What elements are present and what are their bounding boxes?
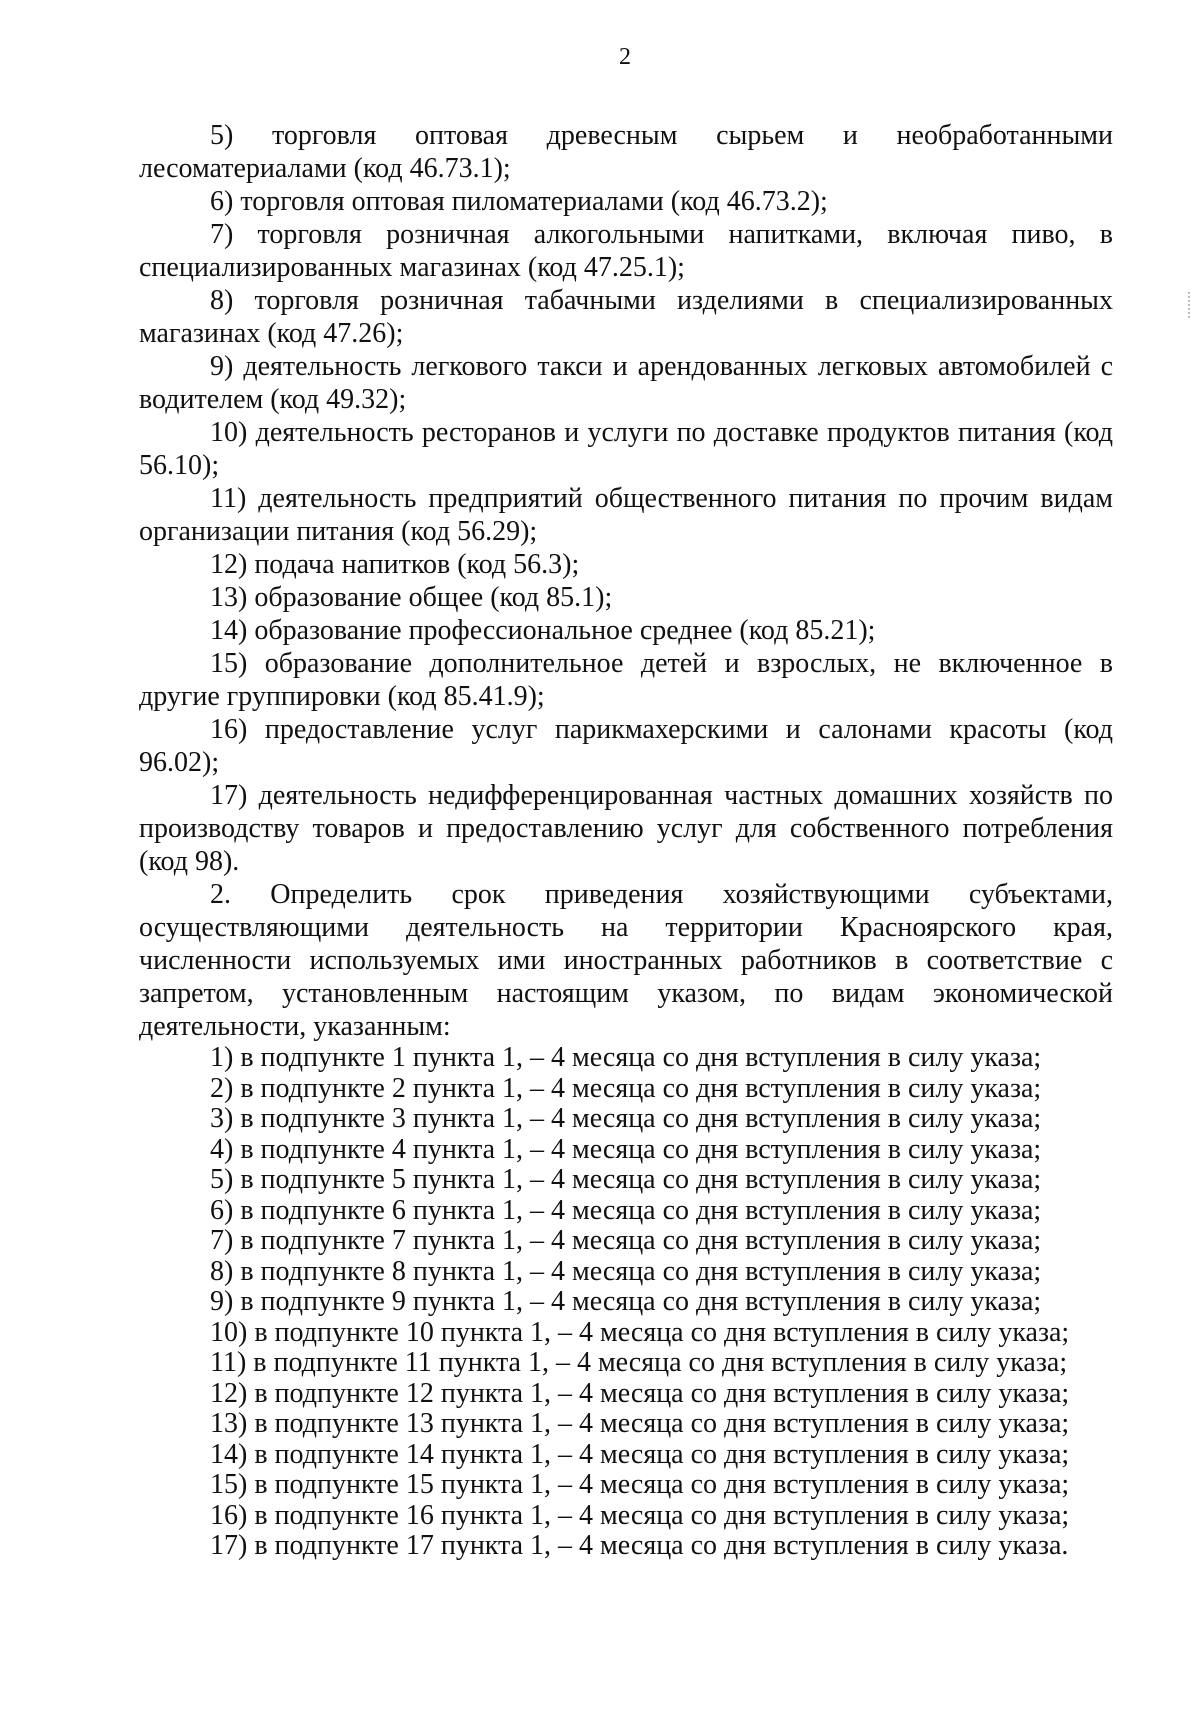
term-item-4: 4) в подпункте 4 пункта 1, – 4 месяца со дня вступления в силу указа; — [210, 1133, 1042, 1165]
document-body — [139, 119, 1113, 1562]
term-item-16: 16) в подпункте 16 пункта 1, – 4 месяца со дня вступления в силу указа; — [210, 1499, 1070, 1531]
list-item-8: 8) торговля розничная табачными изделиями в специализированных магазинах (код 47.26); — [139, 285, 1113, 349]
term-item-14: 14) в подпункте 14 пункта 1, – 4 месяца со дня вступления в силу указа; — [210, 1438, 1070, 1470]
term-item-6: 6) в подпункте 6 пункта 1, – 4 месяца со дня вступления в силу указа; — [210, 1194, 1042, 1226]
list-item-14: 14) образование профессиональное среднее (код 85.21); — [210, 615, 876, 646]
list-item-17: 17) деятельность недифференцированная частных домашних хозяйств по производству товаров и предоставлению услуг для собственного потребления (код 98). — [139, 780, 1113, 877]
list-item-12: 12) подача напитков (код 56.3); — [210, 549, 580, 580]
term-item-10: 10) в подпункте 10 пункта 1, – 4 месяца со дня вступления в силу указа; — [210, 1316, 1070, 1348]
scan-artifact — [1188, 292, 1190, 318]
list-item-5: 5) торговля оптовая древесным сырьем и необработанными лесоматериалами (код 46.73.1); — [139, 120, 1113, 184]
list-item-13: 13) образование общее (код 85.1); — [210, 582, 613, 613]
list-item-16: 16) предоставление услуг парикмахерскими и салонами красоты (код 96.02); — [139, 714, 1113, 778]
term-item-17: 17) в подпункте 17 пункта 1, – 4 месяца со дня вступления в силу указа. — [210, 1530, 1069, 1561]
term-item-15: 15) в подпункте 15 пункта 1, – 4 месяца со дня вступления в силу указа; — [210, 1469, 1070, 1500]
list-item-6: 6) торговля оптовая пиломатериалами (код 46.73.2); — [210, 186, 828, 217]
term-item-12: 12) в подпункте 12 пункта 1, – 4 месяца со дня вступления в силу указа; — [210, 1377, 1070, 1409]
term-item-3: 3) в подпункте 3 пункта 1, – 4 месяца со дня вступления в силу указа; — [210, 1103, 1042, 1134]
term-item-8: 8) в подпункте 8 пункта 1, – 4 месяца со дня вступления в силу указа; — [210, 1255, 1042, 1287]
list-item-15: 15) образование дополнительное детей и взрослых, не включенное в другие группировки (код 85.41.9); — [139, 648, 1113, 712]
term-item-7: 7) в подпункте 7 пункта 1, – 4 месяца со дня вступления в силу указа; — [210, 1225, 1042, 1256]
section-2-paragraph: 2. Определить срок приведения хозяйствующими субъектами, осуществляющими деятельность на территории Красноярского края, численности используемых ими иностранных работников в соответствие с запретом, установленным настоящим указом, по видам экономической деятельности, указанным: — [139, 879, 1113, 1042]
list-item-11: 11) деятельность предприятий общественного питания по прочим видам организации питания (код 56.29); — [139, 483, 1113, 547]
term-item-13: 13) в подпункте 13 пункта 1, – 4 месяца со дня вступления в силу указа; — [210, 1408, 1070, 1439]
page-number: 2 — [619, 44, 631, 70]
term-item-2: 2) в подпункте 2 пункта 1, – 4 месяца со дня вступления в силу указа; — [210, 1072, 1042, 1104]
term-item-9: 9) в подпункте 9 пункта 1, – 4 месяца со дня вступления в силу указа; — [210, 1286, 1042, 1317]
term-item-1: 1) в подпункте 1 пункта 1, – 4 месяца со дня вступления в силу указа; — [210, 1042, 1042, 1073]
term-item-11: 11) в подпункте 11 пункта 1, – 4 месяца со дня вступления в силу указа; — [210, 1347, 1068, 1378]
list-item-9: 9) деятельность легкового такси и арендованных легковых автомобилей с водителем (код 49.32); — [139, 351, 1113, 415]
term-item-5: 5) в подпункте 5 пункта 1, – 4 месяца со дня вступления в силу указа; — [210, 1164, 1042, 1195]
terms-list — [139, 1043, 1113, 1562]
list-item-7: 7) торговля розничная алкогольными напитками, включая пиво, в специализированных магазинах (код 47.25.1); — [139, 219, 1113, 283]
list-item-10: 10) деятельность ресторанов и услуги по доставке продуктов питания (код 56.10); — [139, 417, 1113, 481]
